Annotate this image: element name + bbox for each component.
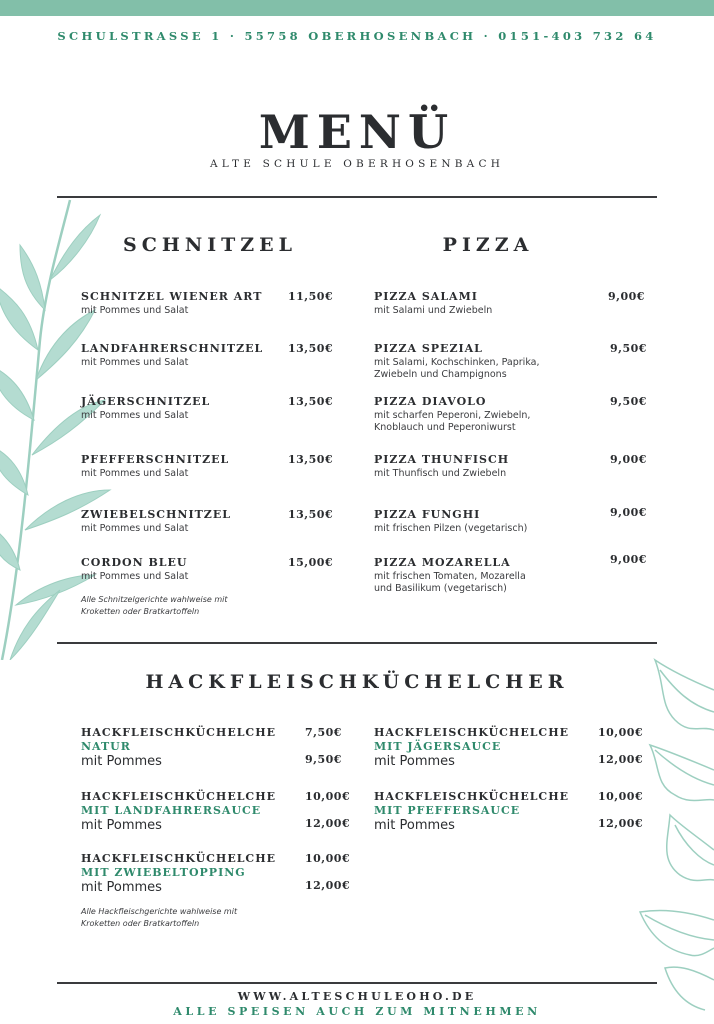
item-variant: MIT JÄGERSAUCE: [374, 740, 502, 753]
item-description: mit Thunfisch und Zwiebeln: [374, 468, 507, 479]
item-description: Knoblauch und Peperoniwurst: [374, 422, 516, 433]
divider-top: [57, 196, 657, 198]
item-price: 9,50€: [610, 395, 647, 408]
menu-item: [81, 508, 281, 535]
note-line: Alle Schnitzelgerichte wahlweise mit: [81, 595, 228, 604]
item-name: ZWIEBELSCHNITZEL: [81, 508, 231, 521]
item-variant: NATUR: [81, 740, 131, 753]
item-price-pommes: 12,00€: [598, 753, 644, 766]
website-link[interactable]: WWW.ALTESCHULEOHO.DE: [237, 990, 477, 1003]
item-name: PIZZA THUNFISCH: [374, 453, 510, 466]
item-price-pommes: 12,00€: [305, 879, 351, 892]
item-description: mit scharfen Peperoni, Zwiebeln,: [374, 410, 531, 421]
item-description: mit frischen Tomaten, Mozarella: [374, 571, 526, 582]
item-pommes: mit Pommes: [374, 818, 455, 833]
schnitzel-note: [81, 594, 301, 618]
menu-item: [374, 290, 594, 317]
section-title-pizza: PIZZA: [442, 234, 534, 256]
menu-item: [374, 508, 594, 535]
item-name: HACKFLEISCHKÜCHELCHE: [81, 726, 276, 739]
item-pommes: mit Pommes: [374, 754, 455, 769]
item-price: 9,00€: [610, 506, 647, 519]
item-name: JÄGERSCHNITZEL: [81, 395, 211, 408]
item-description: mit Salami und Zwiebeln: [374, 305, 493, 316]
item-price: 9,00€: [608, 290, 645, 303]
item-description: mit Pommes und Salat: [81, 523, 189, 534]
item-variant: MIT LANDFAHRERSAUCE: [81, 804, 262, 817]
item-name: PIZZA FUNGHI: [374, 508, 481, 521]
page-title: MENÜ: [258, 105, 456, 159]
item-price: 13,50€: [288, 342, 334, 355]
item-name: PIZZA SPEZIAL: [374, 342, 483, 355]
item-pommes: mit Pommes: [81, 880, 162, 895]
item-pommes: mit Pommes: [81, 818, 162, 833]
item-price: 10,00€: [598, 790, 644, 803]
menu-item: [81, 453, 281, 480]
item-variant: MIT PFEFFERSAUCE: [374, 804, 521, 817]
item-description: und Basilikum (vegetarisch): [374, 583, 507, 594]
item-name: CORDON BLEU: [81, 556, 188, 569]
item-description: mit Pommes und Salat: [81, 305, 189, 316]
item-price: 15,00€: [288, 556, 334, 569]
menu-item: [374, 556, 594, 595]
item-price: 9,00€: [610, 453, 647, 466]
note-line: Kroketten oder Bratkartoffeln: [81, 607, 200, 616]
menu-item: [81, 726, 301, 770]
menu-item: [81, 790, 301, 834]
item-description: mit Pommes und Salat: [81, 357, 189, 368]
item-price: 10,00€: [305, 790, 351, 803]
item-price: 11,50€: [288, 290, 334, 303]
menu-item: [81, 342, 281, 369]
item-price: 13,50€: [288, 395, 334, 408]
takeaway-note: ALLE SPEISEN AUCH ZUM MITNEHMEN: [173, 1005, 541, 1018]
divider-bottom: [57, 982, 657, 984]
item-description: mit Pommes und Salat: [81, 468, 189, 479]
hackfleisch-note: [81, 906, 321, 930]
address-line: SCHULSTRASSE 1 · 55758 OBERHOSENBACH · 0151-403 732 64: [57, 29, 657, 43]
menu-item: [81, 556, 281, 583]
menu-item: [374, 395, 594, 434]
top-color-bar: [0, 0, 714, 16]
leaf-decoration-left: [0, 190, 120, 660]
item-name: PIZZA MOZARELLA: [374, 556, 511, 569]
section-title-hackfleisch: HACKFLEISCHKÜCHELCHER: [145, 671, 569, 693]
item-name: LANDFAHRERSCHNITZEL: [81, 342, 264, 355]
item-name: PFEFFERSCHNITZEL: [81, 453, 230, 466]
item-price-pommes: 12,00€: [305, 817, 351, 830]
item-price: 13,50€: [288, 453, 334, 466]
item-price: 10,00€: [305, 852, 351, 865]
leaf-decoration-right: [620, 650, 714, 1024]
item-price-pommes: 12,00€: [598, 817, 644, 830]
item-name: HACKFLEISCHKÜCHELCHE: [374, 726, 569, 739]
item-price: 10,00€: [598, 726, 644, 739]
item-price: 9,00€: [610, 553, 647, 566]
menu-item: [81, 395, 281, 422]
note-line: Kroketten oder Bratkartoffeln: [81, 919, 200, 928]
item-description: mit Salami, Kochschinken, Paprika,: [374, 357, 540, 368]
menu-item: [374, 790, 594, 834]
item-price: 13,50€: [288, 508, 334, 521]
item-description: Zwiebeln und Champignons: [374, 369, 507, 380]
divider-middle: [57, 642, 657, 644]
item-name: HACKFLEISCHKÜCHELCHE: [81, 790, 276, 803]
menu-item: [81, 290, 281, 317]
menu-item: [81, 852, 301, 896]
item-description: mit frischen Pilzen (vegetarisch): [374, 523, 528, 534]
section-title-schnitzel: SCHNITZEL: [123, 234, 297, 256]
item-price-pommes: 9,50€: [305, 753, 342, 766]
menu-item: [374, 726, 594, 770]
item-name: HACKFLEISCHKÜCHELCHE: [374, 790, 569, 803]
item-name: HACKFLEISCHKÜCHELCHE: [81, 852, 276, 865]
item-description: mit Pommes und Salat: [81, 410, 189, 421]
item-name: SCHNITZEL WIENER ART: [81, 290, 263, 303]
item-name: PIZZA DIAVOLO: [374, 395, 487, 408]
page-subtitle: ALTE SCHULE OBERHOSENBACH: [209, 158, 505, 170]
item-name: PIZZA SALAMI: [374, 290, 478, 303]
menu-item: [374, 342, 594, 381]
note-line: Alle Hackfleischgerichte wahlweise mit: [81, 907, 238, 916]
item-price: 7,50€: [305, 726, 342, 739]
item-pommes: mit Pommes: [81, 754, 162, 769]
menu-item: [374, 453, 594, 480]
item-description: mit Pommes und Salat: [81, 571, 189, 582]
item-variant: MIT ZWIEBELTOPPING: [81, 866, 246, 879]
item-price: 9,50€: [610, 342, 647, 355]
